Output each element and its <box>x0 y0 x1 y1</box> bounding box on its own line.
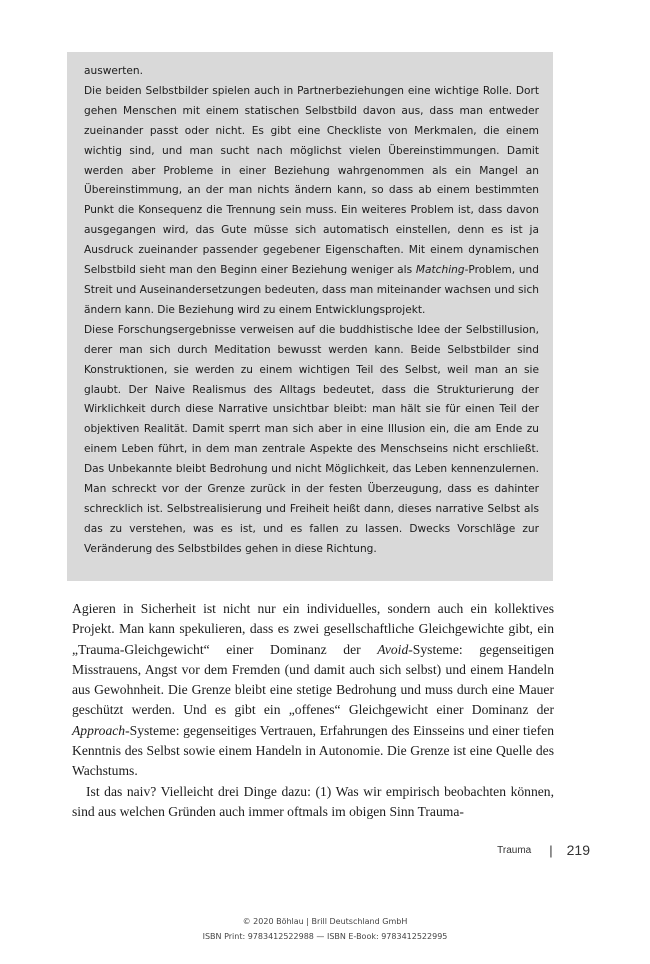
box-paragraph-2: Die beiden Selbstbilder spielen auch in Partnerbeziehungen eine wichtige Rolle. Dort gehen Menschen mit einem statischen Selbstbild davon aus, dass man entweder zueinander passt oder nicht. Es gibt eine Checkliste von Merkmalen, die einem wichtig sind, und man sucht nach möglichst vielen Übereinstimmungen. Damit werden aber Probleme in einer Beziehung wahrgenommen als ein Mangel an Übereinstimmung, an der man nichts ändern kann, so dass ab einem bestimmten Punkt die Konsequenz die Trennung sein muss. Ein weiteres Problem ist, dass davon ausgegangen wird, das Gute müsse sich automatisch einstellen, denn es ist ja Ausdruck zueinander passender gegebener Eigenschaften. Mit einem dynamischen Selbstbild sieht man den Beginn einer Beziehung weniger als Matching-Problem, und Streit und Auseinandersetzungen bedeuten, dass man miteinander wachsen und sich ändern kann. Die Beziehung wird zu einem Entwicklungsprojekt. <box>84 84 539 316</box>
box-paragraph-3: Diese Forschungsergebnisse verweisen auf die buddhistische Idee der Selbstillusion, derer man sich durch Meditation bewusst werden kann. Beide Selbstbilder sind Konstruktionen, sie werden zu einem wichtigen Teil des Selbst, weil man an sie glaubt. Der Naive Realismus des Alltags bedeutet, dass die Strukturierung der Wirklichkeit durch diese Narrative unsichtbar bleibt: man hält sie für einen Teil der objektiven Realität. Damit sperrt man sich aber in eine Illusion ein, die am Ende zu einem Leben führt, in dem man zentrale Aspekte des Menschseins nicht erschließt. Das Unbekannte bleibt Bedrohung und nicht Möglichkeit, das Leben kennenzulernen. Man schreckt vor der Grenze zurück in der festen Überzeugung, dass es dahinter schrecklich ist. Selbstrealisierung und Freiheit heißt dann, dieses narrative Selbst als das zu verstehen, was es ist, und es fallen zu lassen. Dwecks Vorschläge zur Veränderung des Selbstbildes gehen in diese Richtung. <box>84 323 539 555</box>
section-title: Trauma <box>497 844 532 856</box>
emphasis-approach: Approach <box>72 722 126 738</box>
body-paragraph-2: Ist das naiv? Vielleicht drei Dinge dazu: (1) Was wir empirisch beobachten können, sind aus welchen Gründen auch immer oftmals im obigen Sinn Trauma- <box>72 783 554 819</box>
emphasis-matching: Matching <box>415 264 465 277</box>
highlight-box <box>67 52 553 581</box>
box-paragraph-1: auswerten. <box>84 65 144 77</box>
isbn-line: ISBN Print: 9783412522988 — ISBN E-Book: 9783412522995 <box>202 932 448 941</box>
copyright-line: © 2020 Böhlau | Brill Deutschland GmbH <box>242 917 408 926</box>
emphasis-avoid: Avoid <box>377 641 409 657</box>
body-paragraph-1: Agieren in Sicherheit ist nicht nur ein individuelles, sondern auch ein kollektives Projekt. Man kann spekulieren, dass es zwei gesellschaftliche Gleichgewichte gibt, ein „Trauma-Gleichgewicht“ einer Dominanz der Avoid-Systeme: gegenseitigen Misstrauens, Angst vor dem Fremden (und damit auch sich selbst) und einem Handeln aus Gewohnheit. Die Grenze bleibt eine stetige Bedrohung und muss durch eine Mauer geschützt werden. Und es gibt ein „offenes“ Gleichgewicht einer Dominanz der Approach-Systeme: gegenseitiges Vertrauen, Erfahrungen des Einsseins und einer tiefen Kenntnis des Selbst sowie einem Handeln in Autonomie. Die Grenze ist eine Quelle des Wachstums. <box>72 601 554 779</box>
footer-separator: | <box>549 842 553 858</box>
page-number: 219 <box>566 842 590 858</box>
running-footer <box>497 842 590 858</box>
main-text <box>72 599 554 822</box>
